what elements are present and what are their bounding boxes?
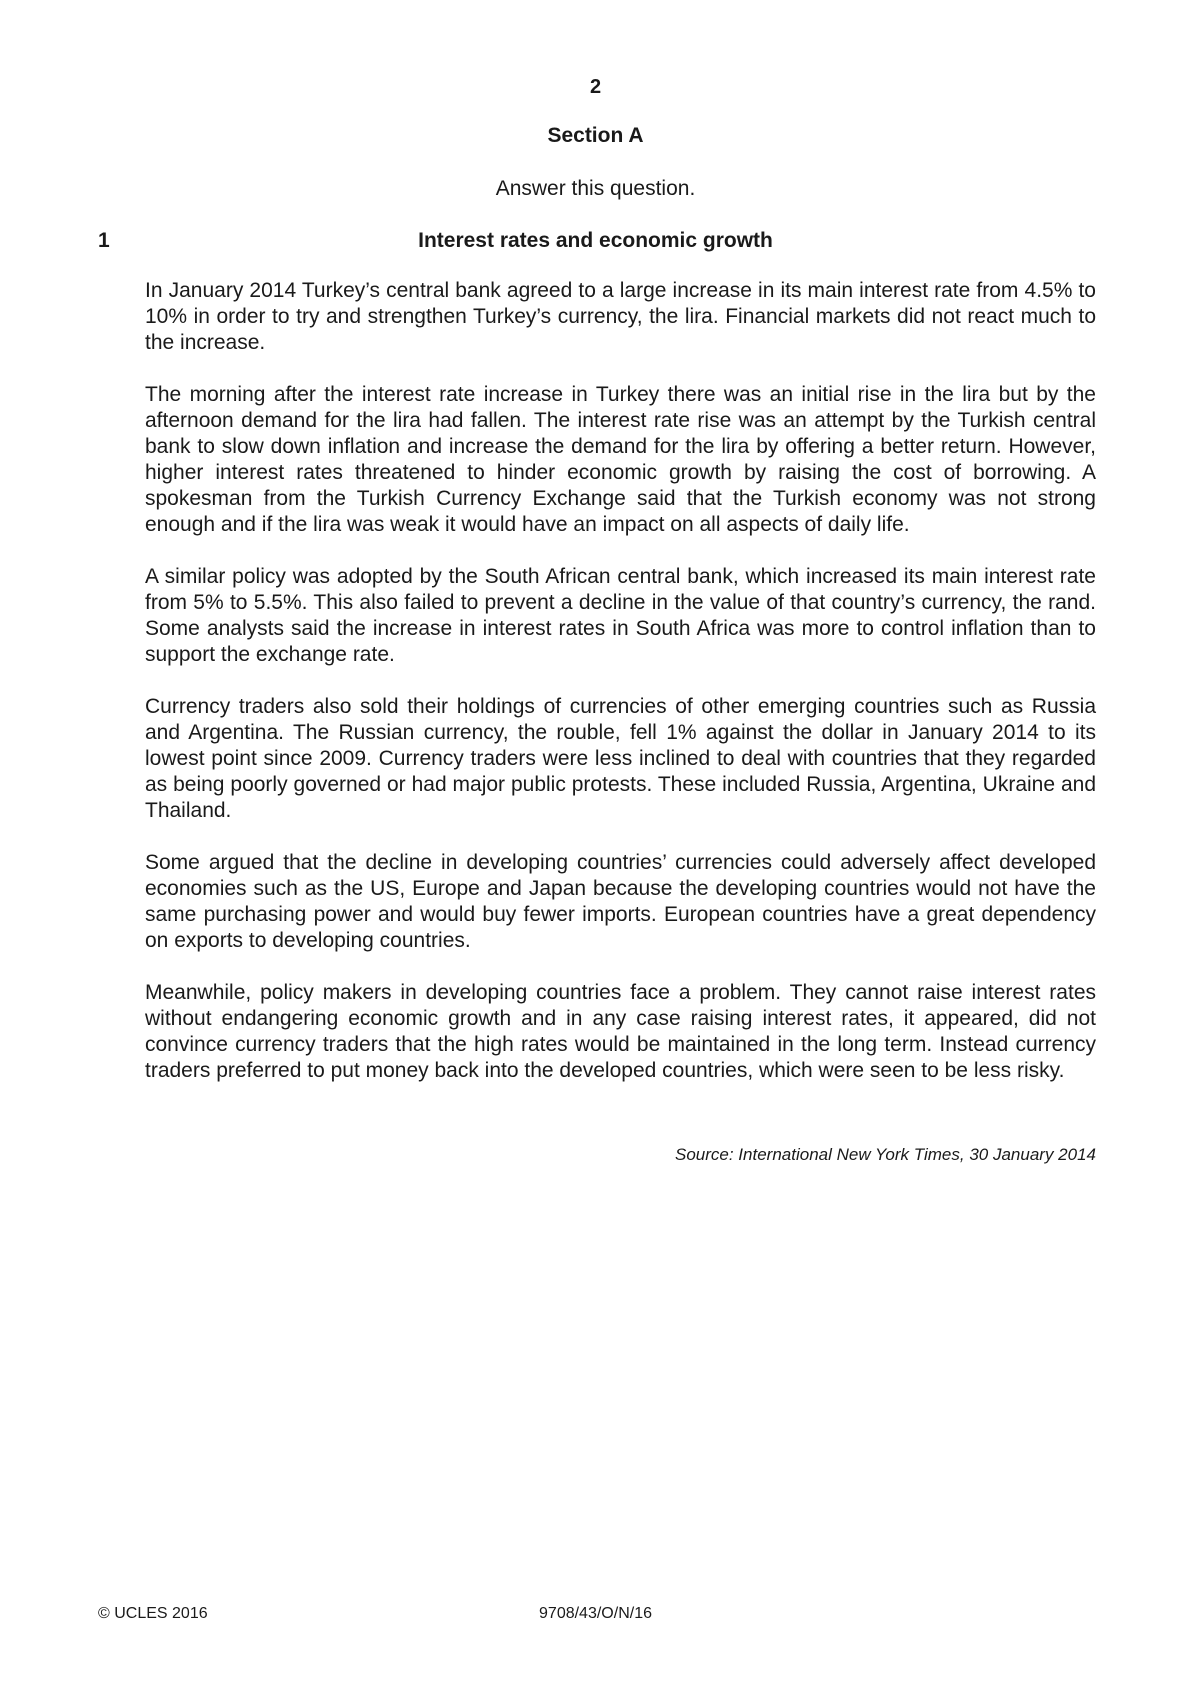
source-citation: Source: International New York Times, 30 January 2014 — [675, 1145, 1096, 1164]
question-number: 1 — [98, 229, 110, 252]
section-title: Section A — [547, 124, 644, 147]
instruction: Answer this question. — [495, 177, 696, 200]
article-paragraph: A similar policy was adopted by the South African central bank, which increased its main interest rate from 5% to 5.5%. This also failed to prevent a decline in the value of that country’s currency, the rand. Some analysts said the increase in interest rates in South Africa was more to control inflation than to support the exchange rate. — [145, 565, 1096, 666]
article-paragraph: In January 2014 Turkey’s central bank agreed to a large increase in its main interest rate from 4.5% to 10% in order to try and strengthen Turkey’s currency, the lira. Financial markets did not react much to the increase. — [145, 279, 1096, 354]
article-paragraph: The morning after the interest rate increase in Turkey there was an initial rise in the lira but by the afternoon demand for the lira had fallen. The interest rate rise was an attempt by the Turkish central bank to slow down inflation and increase the demand for the lira by offering a better return. However, higher interest rates threatened to hinder economic growth by raising the cost of borrowing. A spokesman from the Turkish Currency Exchange said that the Turkish economy was not strong enough and if the lira was weak it would have an impact on all aspects of daily life. — [145, 383, 1096, 536]
article-paragraph: Some argued that the decline in developing countries’ currencies could adversely affect developed economies such as the US, Europe and Japan because the developing countries would not have the same purchasing power and would buy fewer imports. European countries have a great dependency on exports to developing countries. — [145, 851, 1096, 952]
page-number: 2 — [589, 76, 602, 98]
article-paragraph: Meanwhile, policy makers in developing countries face a problem. They cannot raise interest rates without endangering economic growth and in any case raising interest rates, it appeared, did not convince currency traders that the high rates would be maintained in the long term. Instead currency traders preferred to put money back into the developed countries, which were seen to be less risky. — [145, 981, 1096, 1082]
article-paragraph: Currency traders also sold their holdings of currencies of other emerging countries such as Russia and Argentina. The Russian currency, the rouble, fell 1% against the dollar in January 2014 to its lowest point since 2009. Currency traders were less inclined to deal with countries that they regarded as being poorly governed or had major public protests. These included Russia, Argentina, Ukraine and Thailand. — [145, 695, 1096, 822]
article — [145, 278, 1096, 1110]
question-title: Interest rates and economic growth — [418, 229, 773, 252]
footer-copyright: © UCLES 2016 — [98, 1605, 208, 1622]
footer-paper-code: 9708/43/O/N/16 — [539, 1605, 652, 1622]
